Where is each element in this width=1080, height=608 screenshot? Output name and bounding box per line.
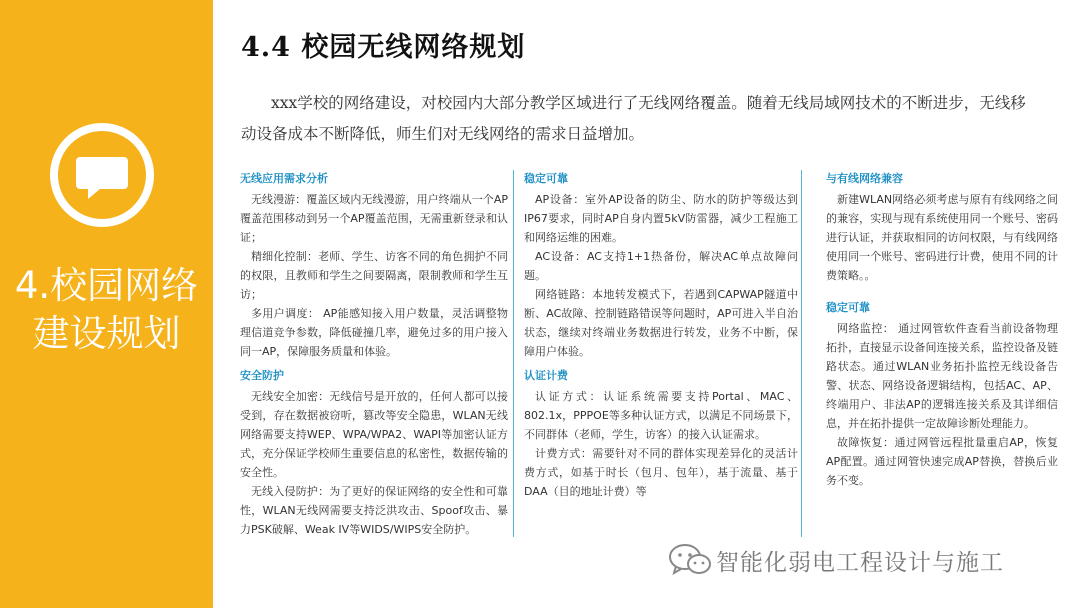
heading-wireless-requirements: 无线应用需求分析 — [240, 172, 328, 185]
heading-reliability-2: 稳定可靠 — [826, 301, 870, 314]
column-compatibility — [826, 170, 1058, 490]
column-divider — [513, 170, 514, 537]
heading-wired-compat: 与有线网络兼容 — [826, 172, 903, 185]
paragraph-network-link: 网络链路：本地转发模式下，若遇到CAPWAP隧道中断、AC故障、控制链路错误等问题时，AP可进入半自治状态，继续对终端业务数据进行转发，业务不中断，保障用户体验。 — [524, 288, 798, 358]
column-reliability — [524, 170, 798, 501]
column-divider — [801, 170, 802, 537]
paragraph-billing-method: 计费方式：需要针对不同的群体实现差异化的灵活计费方式，如基于时长（包月、包年），基于流量、基于DAA（目的地址计费）等 — [524, 447, 798, 498]
heading-auth-billing: 认证计费 — [524, 369, 568, 382]
paragraph-roaming: 无线漫游：覆盖区域内无线漫游，用户终端从一个AP覆盖范围移动到另一个AP覆盖范围，无需重新登录和认证； — [240, 193, 508, 244]
chat-bubble-icon — [50, 123, 154, 227]
page-title: 4.4 校园无线网络规划 — [241, 32, 526, 63]
section-title-line1: 4.校园网络 — [14, 264, 199, 307]
paragraph-ac-device: AC设备：AC支持1+1热备份，解决AC单点故障问题。 — [524, 250, 798, 282]
watermark-text: 智能化弱电工程设计与施工 — [716, 549, 1004, 576]
paragraph-fine-control: 精细化控制：老师、学生、访客不同的角色拥护不同的权限，且教师和学生之间要隔离，限制教师和学生互访； — [240, 250, 508, 301]
wechat-icon — [668, 543, 712, 577]
paragraph-compat: 新建WLAN网络必须考虑与原有有线网络之间的兼容，实现与现有系统使用同一个账号、密码进行认证，并获取相同的访问权限，与有线网络使用同一个账号、密码进行计费，使用不同的计费策略。。 — [826, 193, 1058, 282]
paragraph-intrusion: 无线入侵防护：为了更好的保证网络的安全性和可靠性，WLAN无线网需要支持泛洪攻击、Spoof攻击、暴力PSK破解、Weak IV等WIDS/WIPS安全防护。 — [240, 485, 508, 536]
heading-security: 安全防护 — [240, 369, 284, 382]
paragraph-recovery: 故障恢复：通过网管远程批量重启AP，恢复AP配置。通过网管快速完成AP替换，替换后业务不变。 — [826, 436, 1058, 487]
paragraph-monitoring: 网络监控： 通过网管软件查看当前设备物理拓扑，直接显示设备间连接关系，监控设备及链路状态。通过WLAN业务拓扑监控无线设备告警、状态、网络设备逻辑结构，包括AC、AP、终端用户、非法AP的逻辑连接关系及其详细信息，并在拓扑提供一定故障诊断处理能力。 — [826, 322, 1058, 430]
watermark — [668, 540, 1004, 580]
heading-reliability: 稳定可靠 — [524, 172, 568, 185]
paragraph-multi-user: 多用户调度： AP能感知接入用户数量，灵活调整物理信道竞争参数，降低碰撞几率，避免过多的用户接入同一AP，保障服务质量和体验。 — [240, 307, 508, 358]
intro-paragraph: xxx学校的网络建设，对校园内大部分教学区域进行了无线网络覆盖。随着无线局域网技术的不断进步，无线移动设备成本不断降低，师生们对无线网络的需求日益增加。 — [241, 94, 1026, 143]
section-title — [0, 262, 213, 358]
section-title-line2: 建设规划 — [32, 312, 181, 355]
sidebar — [0, 0, 213, 608]
paragraph-auth-method: 认证方式：认证系统需要支持Portal、MAC、802.1x，PPPOE等多种认证方式，以满足不同场景下，不同群体（老师，学生，访客）的接入认证需求。 — [524, 390, 798, 441]
paragraph-encryption: 无线安全加密：无线信号是开放的，任何人都可以接受到，存在数据被窃听，篡改等安全隐患，WLAN无线网络需要支持WEP、WPA/WPA2、WAPI等加密认证方式，充分保证学校师生重要信息的私密性，数据传输的安全性。 — [240, 390, 508, 479]
paragraph-ap-device: AP设备：室外AP设备的防尘、防水的防护等级达到IP67要求，同时AP自身内置5kV防雷器，减少工程施工和网络运维的困难。 — [524, 193, 798, 244]
column-requirements — [240, 170, 508, 539]
